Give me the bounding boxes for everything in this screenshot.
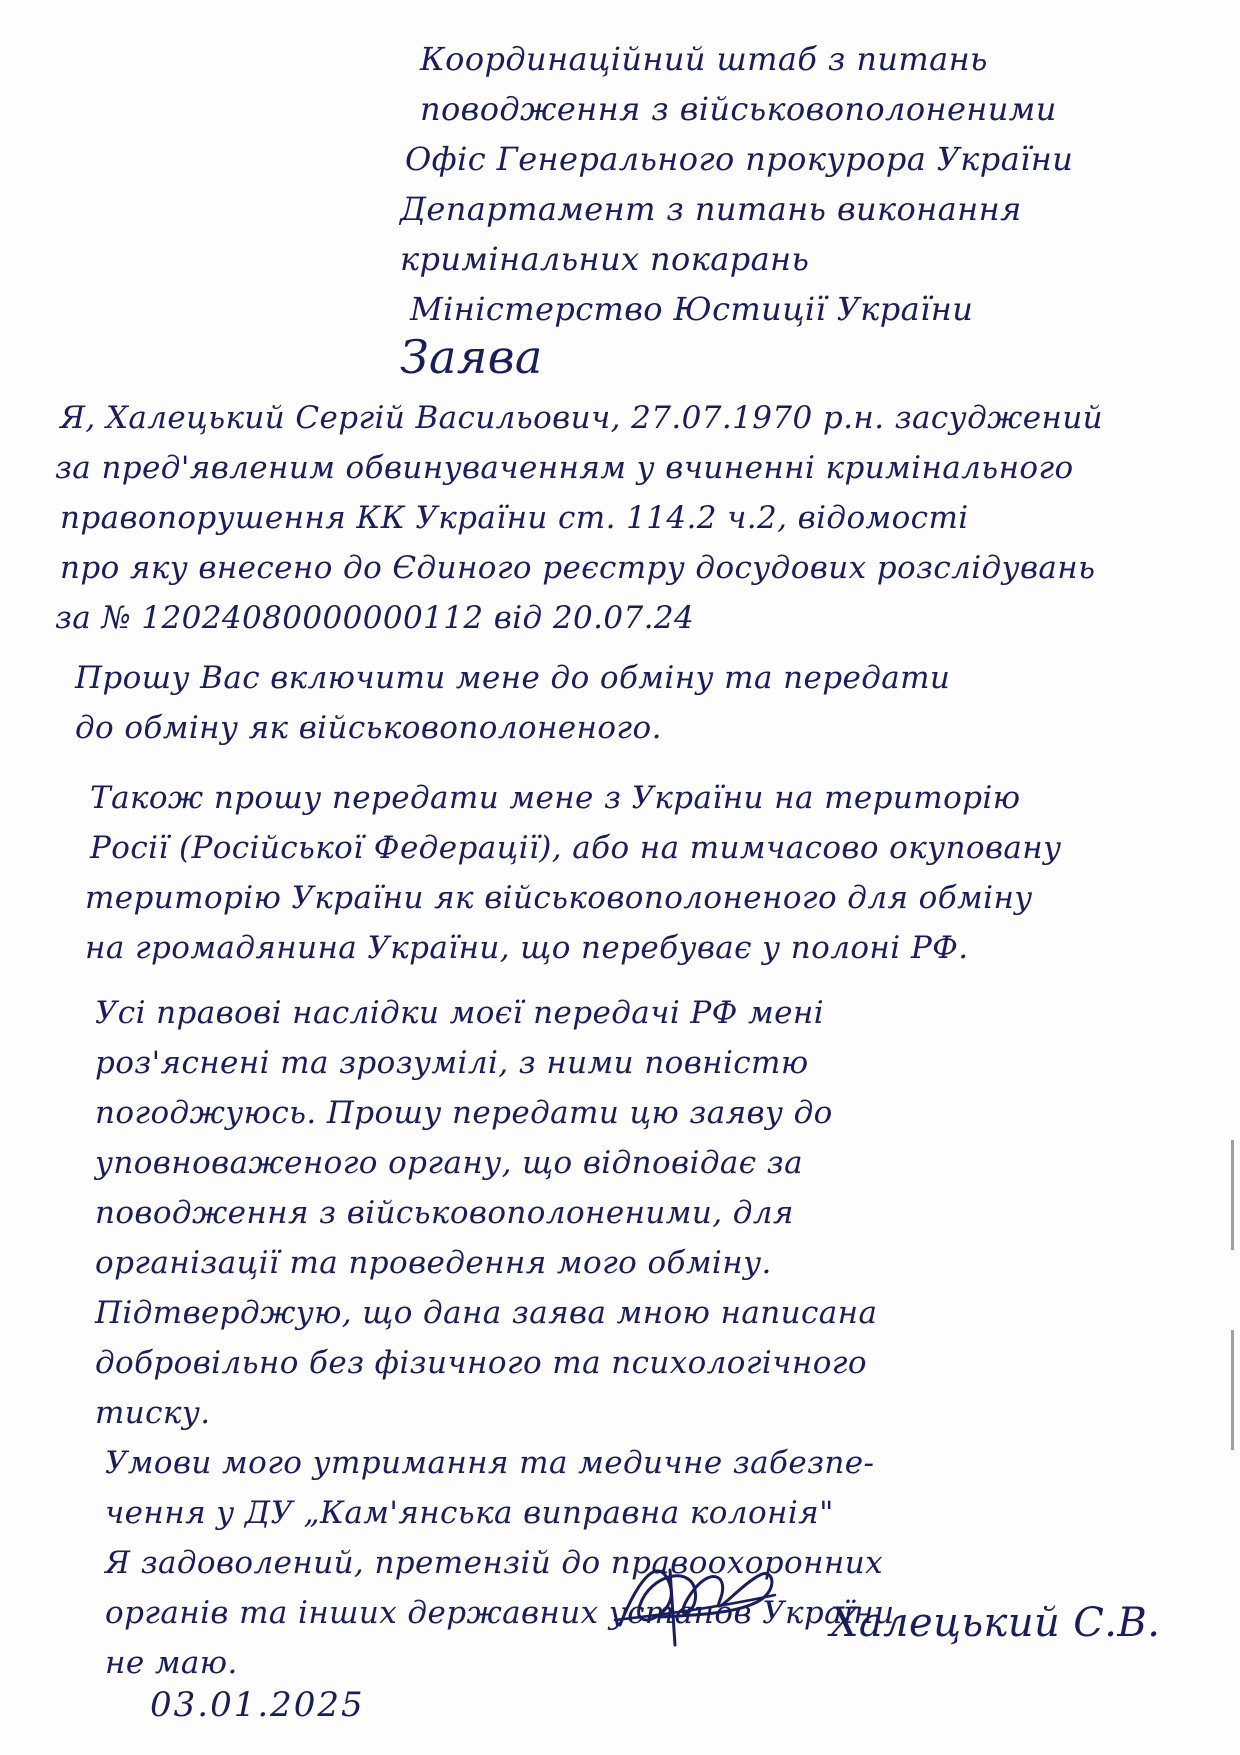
scan-edge-mark [1231,1140,1234,1250]
body-line: органів та інших державних установ України [105,1595,895,1631]
body-line: правопорушення КК України ст. 114.2 ч.2, відомості [60,500,969,536]
body-line: до обміну як військовополоненого. [75,710,662,746]
body-line: організації та проведення мого обміну. [95,1245,772,1281]
body-line: на громадянина України, що перебуває у полоні РФ. [85,930,969,966]
addressee-line: кримінальних покарань [400,240,810,278]
addressee-line: Офіс Генерального прокурора України [405,140,1074,178]
body-line: Підтверджую, що дана заява мною написана [95,1295,878,1331]
body-line: Прошу Вас включити мене до обміну та передати [75,660,951,696]
body-line: тиску. [95,1395,211,1431]
body-line: добровільно без фізичного та психологічного [95,1345,867,1381]
handwritten-signature [600,1545,800,1655]
addressee-line: поводження з військовополоненими [420,90,1057,128]
body-line: Росії (Російської Федерації), або на тимчасово окуповану [90,830,1062,866]
body-line: за пред'явленим обвинуваченням у вчиненні кримінального [55,450,1074,486]
body-line: Умови мого утримання та медичне забезпе- [105,1445,875,1481]
body-line: поводження з військовополоненими, для [95,1195,794,1231]
addressee-line: Координаційний штаб з питань [420,40,988,78]
document-title: Заява [400,330,543,384]
signer-name: Халецький С.В. [830,1600,1161,1646]
body-line: погоджуюсь. Прошу передати цю заяву до [95,1095,833,1131]
body-line: Я, Халецький Сергій Васильович, 27.07.1970 р.н. засуджений [60,400,1104,436]
signature-date: 03.01.2025 [150,1685,365,1725]
scan-edge-mark [1231,1330,1234,1450]
body-line: Також прошу передати мене з України на територію [90,780,1021,816]
body-line: за № 12024080000000112 від 20.07.24 [55,600,695,636]
body-line: про яку внесено до Єдиного реєстру досудових розслідувань [60,550,1096,586]
body-line: уповноваженого органу, що відповідає за [95,1145,803,1181]
addressee-line: Міністерство Юстиції України [410,290,974,328]
body-line: роз'яснені та зрозумілі, з ними повністю [95,1045,809,1081]
body-line: територію України як військовополоненого для обміну [85,880,1033,916]
body-line: не маю. [105,1645,238,1681]
addressee-line: Департамент з питань виконання [400,190,1022,228]
body-line: Усі правові наслідки моєї передачі РФ мені [95,995,825,1031]
body-line: Я задоволений, претензій до правоохоронних [105,1545,883,1581]
body-line: чення у ДУ „Кам'янська виправна колонія" [105,1495,834,1531]
